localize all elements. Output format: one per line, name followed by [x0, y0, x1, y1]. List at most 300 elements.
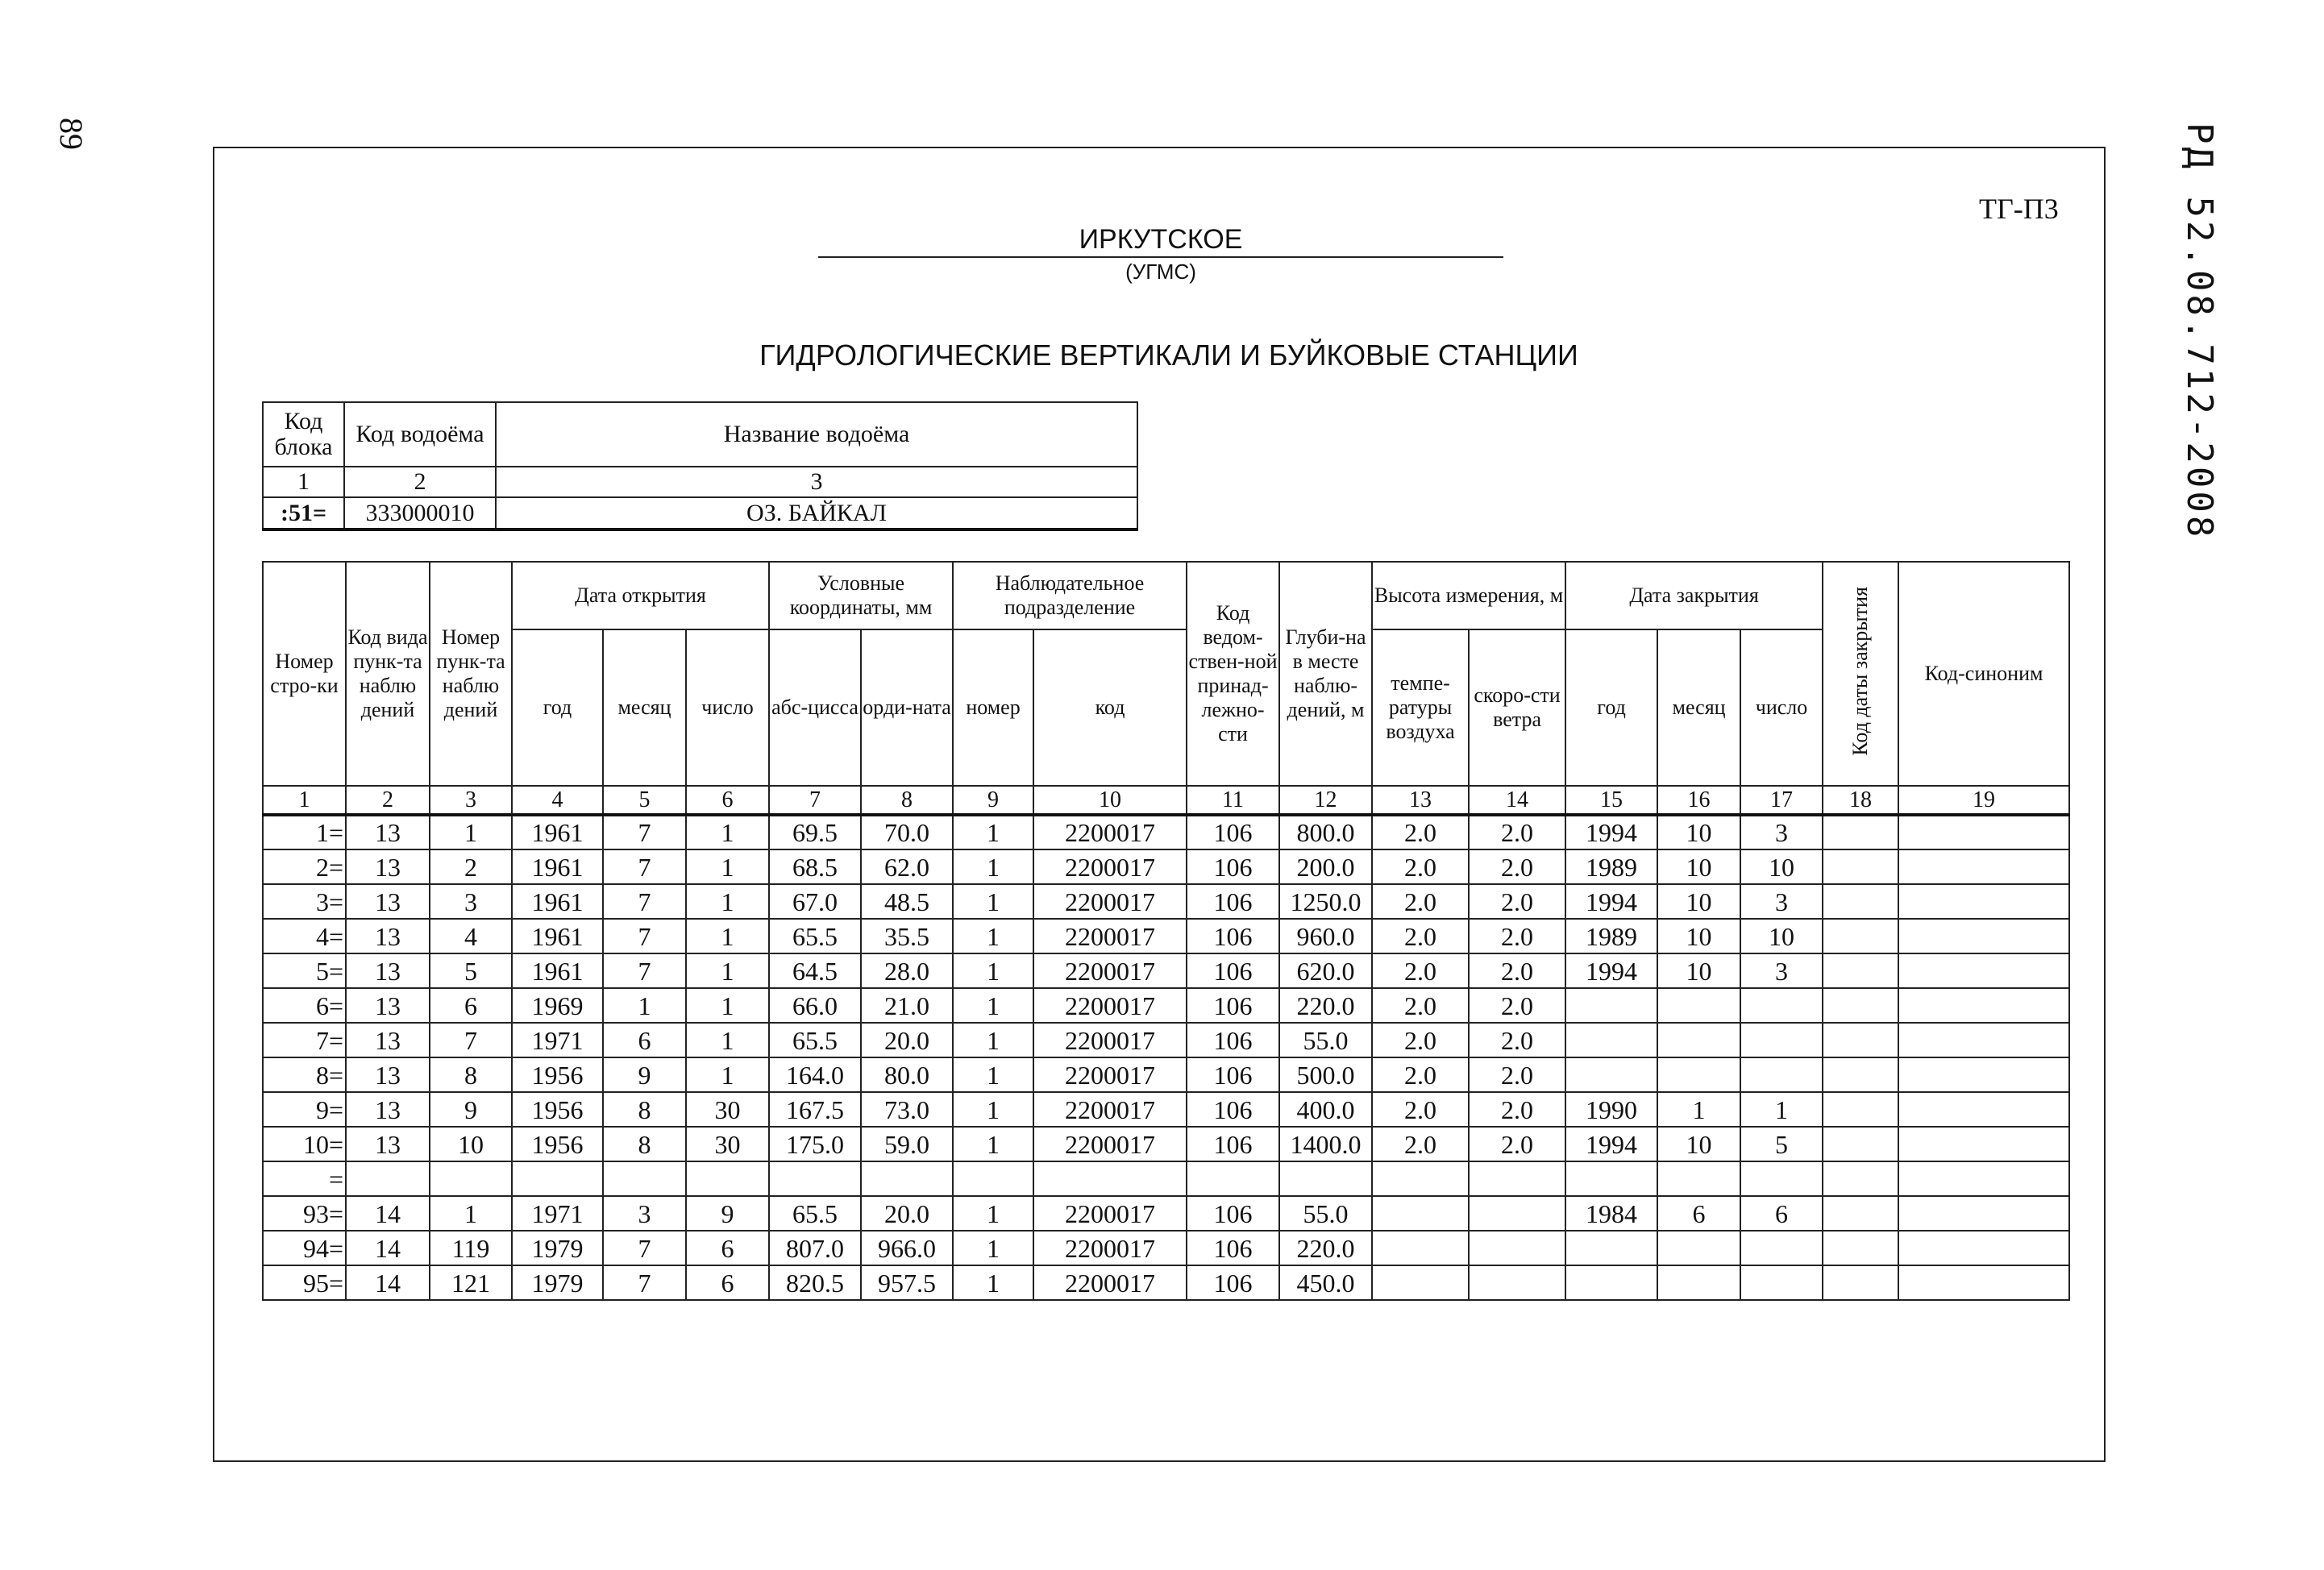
table-cell [1565, 1023, 1657, 1057]
table-cell: 106 [1187, 988, 1279, 1023]
table-cell: 1 [430, 815, 512, 849]
org-underline [818, 256, 1503, 258]
header-coordinates: Условные координаты, мм [769, 562, 953, 629]
header-point-type: Код вида пунк-та наблю дений [346, 562, 430, 786]
table-cell: 1 [430, 1196, 512, 1231]
col-number: 10 [1033, 786, 1187, 815]
table-row [263, 1023, 2069, 1057]
table-cell: 65.5 [769, 919, 861, 953]
table-cell: 94= [263, 1231, 346, 1265]
table-cell: 164.0 [769, 1057, 861, 1092]
table-cell: 2.0 [1469, 1092, 1565, 1127]
table-cell [1823, 1265, 1898, 1300]
table-row [263, 953, 2069, 988]
table-cell: 13 [346, 1092, 430, 1127]
table-cell: 5 [430, 953, 512, 988]
header-abscissa: абс-цисса [769, 629, 861, 786]
table-cell: 28.0 [861, 953, 953, 988]
table-cell: 13 [346, 1057, 430, 1092]
table-cell: 7 [430, 1023, 512, 1057]
table-cell: 4 [430, 919, 512, 953]
col-number: 14 [1469, 786, 1565, 815]
table-cell: 2200017 [1033, 1092, 1187, 1127]
table-cell: 55.0 [1279, 1023, 1372, 1057]
table-cell: 1979 [512, 1265, 603, 1300]
table-cell: 6 [430, 988, 512, 1023]
table-cell: 1 [953, 1057, 1033, 1092]
table-row [263, 884, 2069, 919]
table-cell: 1 [953, 815, 1033, 849]
table-cell: 59.0 [861, 1127, 953, 1161]
table-cell: 1 [686, 849, 769, 884]
table-cell [1565, 988, 1657, 1023]
table-cell [953, 1161, 1033, 1196]
table-cell: 220.0 [1279, 1231, 1372, 1265]
table-cell [1898, 953, 2069, 988]
table-cell: 8 [603, 1127, 686, 1161]
table-cell [1898, 1057, 2069, 1092]
table-cell: 121 [430, 1265, 512, 1300]
table-cell: 64.5 [769, 953, 861, 988]
table-cell: 30 [686, 1127, 769, 1161]
header-close-year: год [1565, 629, 1657, 786]
table-cell: 70.0 [861, 815, 953, 849]
table-cell [1565, 1057, 1657, 1092]
table-cell: 2200017 [1033, 849, 1187, 884]
document-code: РД 52.08.712-2008 [2179, 123, 2220, 541]
table-cell [1823, 815, 1898, 849]
header-row-number: Номер стро-ки [263, 562, 346, 786]
table-cell [1469, 1231, 1565, 1265]
table-cell: 2= [263, 849, 346, 884]
table-row [263, 1196, 2069, 1231]
table-cell: 2.0 [1469, 1127, 1565, 1161]
table-cell: 93= [263, 1196, 346, 1231]
table-cell: 1961 [512, 884, 603, 919]
table-cell: 10 [1657, 1127, 1740, 1161]
header-ordinate: орди-ната [861, 629, 953, 786]
header-observation-unit: Наблюдательное подразделение [953, 562, 1187, 629]
table-cell: 1961 [512, 953, 603, 988]
table-cell: 13 [346, 815, 430, 849]
table-cell [1898, 1092, 2069, 1127]
org-type: (УГМС) [1125, 260, 1196, 284]
table-cell [1898, 815, 2069, 849]
table-cell [1898, 988, 2069, 1023]
table-cell: 7 [603, 815, 686, 849]
table-cell: 2.0 [1469, 953, 1565, 988]
table-cell [1372, 1231, 1469, 1265]
table-cell: 68.5 [769, 849, 861, 884]
table-cell: 807.0 [769, 1231, 861, 1265]
table-cell: 1 [953, 919, 1033, 953]
table-cell: 3 [430, 884, 512, 919]
table-cell: 1 [953, 849, 1033, 884]
table-cell [1898, 1127, 2069, 1161]
table-cell: 119 [430, 1231, 512, 1265]
table-cell: 106 [1187, 1196, 1279, 1231]
water-body-code-value: 333000010 [344, 497, 496, 530]
table-cell [1657, 1265, 1740, 1300]
table-cell: 1 [953, 1196, 1033, 1231]
table-cell: 65.5 [769, 1023, 861, 1057]
table-cell: 7 [603, 1231, 686, 1265]
table-cell: 2200017 [1033, 1231, 1187, 1265]
table-cell [1823, 988, 1898, 1023]
table-cell: 400.0 [1279, 1092, 1372, 1127]
table-cell: 13 [346, 919, 430, 953]
table-cell: 7 [603, 953, 686, 988]
table-cell: 1971 [512, 1023, 603, 1057]
table-cell: 6 [686, 1231, 769, 1265]
table-cell: 2.0 [1469, 815, 1565, 849]
table-cell [1823, 953, 1898, 988]
table-cell: 2.0 [1372, 1057, 1469, 1092]
table-cell: 2.0 [1372, 1092, 1469, 1127]
table-cell [1898, 1231, 2069, 1265]
table-cell: 966.0 [861, 1231, 953, 1265]
table-cell: 106 [1187, 884, 1279, 919]
table-cell: 106 [1187, 1057, 1279, 1092]
col-number: 8 [861, 786, 953, 815]
table-cell: 1 [686, 815, 769, 849]
table-cell: 6 [686, 1265, 769, 1300]
table-cell: 1 [953, 953, 1033, 988]
header-water-body-code: Код водоёма [344, 402, 496, 467]
table-cell: 1 [953, 988, 1033, 1023]
table-cell: 13 [346, 849, 430, 884]
table-cell: 500.0 [1279, 1057, 1372, 1092]
header-block-code: Код блока [263, 402, 344, 467]
table-cell: 1 [686, 1023, 769, 1057]
table-cell: 2.0 [1469, 849, 1565, 884]
table-cell: 1994 [1565, 815, 1657, 849]
header-open-date: Дата открытия [512, 562, 769, 629]
header-synonym-code: Код-синоним [1898, 562, 2069, 786]
table-cell: 175.0 [769, 1127, 861, 1161]
table-cell [1740, 1023, 1823, 1057]
table-cell: 1 [686, 988, 769, 1023]
table-cell: 2.0 [1372, 919, 1469, 953]
table-cell: 20.0 [861, 1196, 953, 1231]
table-cell: 2200017 [1033, 1057, 1187, 1092]
table-cell: 1 [953, 1265, 1033, 1300]
table-cell: 8 [603, 1092, 686, 1127]
table-cell [1469, 1161, 1565, 1196]
table-cell [1823, 919, 1898, 953]
table-cell: 1984 [1565, 1196, 1657, 1231]
table-cell: 1 [953, 1092, 1033, 1127]
col-number: 6 [686, 786, 769, 815]
table-cell: 66.0 [769, 988, 861, 1023]
table-cell: 1956 [512, 1127, 603, 1161]
table-cell: 2.0 [1372, 884, 1469, 919]
table-cell [1740, 1265, 1823, 1300]
table-cell [1898, 919, 2069, 953]
table-cell: 10 [1740, 849, 1823, 884]
table-cell: 820.5 [769, 1265, 861, 1300]
table-cell: 2.0 [1372, 988, 1469, 1023]
table-cell: 2.0 [1372, 953, 1469, 988]
table-cell: 3 [1740, 953, 1823, 988]
table-cell: 2200017 [1033, 1265, 1187, 1300]
header-open-year: год [512, 629, 603, 786]
table-cell: 9= [263, 1092, 346, 1127]
table-row [263, 849, 2069, 884]
col-number: 1 [263, 786, 346, 815]
table-cell [1823, 884, 1898, 919]
table-row [263, 988, 2069, 1023]
table-cell: 1 [686, 1057, 769, 1092]
col-number: 1 [263, 467, 344, 497]
table-cell: 106 [1187, 1265, 1279, 1300]
header-open-day: число [686, 629, 769, 786]
table-cell: 1 [603, 988, 686, 1023]
table-cell: 48.5 [861, 884, 953, 919]
table-cell: 106 [1187, 815, 1279, 849]
col-number: 9 [953, 786, 1033, 815]
table-cell: 9 [430, 1092, 512, 1127]
header-wind-speed: скоро-сти ветра [1469, 629, 1565, 786]
table-cell [346, 1161, 430, 1196]
table-cell: 2.0 [1469, 1023, 1565, 1057]
table-cell: 220.0 [1279, 988, 1372, 1023]
page-number: 89 [53, 118, 89, 150]
table-cell [1469, 1265, 1565, 1300]
table-row [263, 919, 2069, 953]
table-cell [1740, 1057, 1823, 1092]
table-row [263, 1092, 2069, 1127]
table-cell: 2200017 [1033, 1023, 1187, 1057]
table-cell [1898, 1161, 2069, 1196]
table-cell: 106 [1187, 1023, 1279, 1057]
table-cell [1372, 1196, 1469, 1231]
table-cell: 1400.0 [1279, 1127, 1372, 1161]
table-cell: 95= [263, 1265, 346, 1300]
header-unit-code: код [1033, 629, 1187, 786]
table-cell: 2.0 [1372, 849, 1469, 884]
table-cell: 20.0 [861, 1023, 953, 1057]
table-cell: 55.0 [1279, 1196, 1372, 1231]
table-cell: 1 [686, 953, 769, 988]
table-cell: 13 [346, 1127, 430, 1161]
table-cell: 1989 [1565, 849, 1657, 884]
table-cell [512, 1161, 603, 1196]
col-number: 3 [496, 467, 1137, 497]
table-cell: 21.0 [861, 988, 953, 1023]
table-cell [1823, 1127, 1898, 1161]
table-cell [1565, 1161, 1657, 1196]
table-cell: 450.0 [1279, 1265, 1372, 1300]
table-cell: 2200017 [1033, 1127, 1187, 1161]
col-number: 2 [344, 467, 496, 497]
table-cell [1823, 1231, 1898, 1265]
col-number: 19 [1898, 786, 2069, 815]
table-cell: 1961 [512, 849, 603, 884]
table-cell [1565, 1231, 1657, 1265]
table-cell [861, 1161, 953, 1196]
table-cell: 7= [263, 1023, 346, 1057]
table-cell: 1 [1657, 1092, 1740, 1127]
table-cell: 1961 [512, 919, 603, 953]
col-number: 13 [1372, 786, 1469, 815]
table-cell: 1971 [512, 1196, 603, 1231]
table-cell [1898, 1196, 2069, 1231]
table-cell: 14 [346, 1265, 430, 1300]
col-number: 2 [346, 786, 430, 815]
table-row [263, 815, 2069, 849]
table-cell: 14 [346, 1231, 430, 1265]
table-cell: 106 [1187, 953, 1279, 988]
table-cell: 1 [953, 1023, 1033, 1057]
table-cell: 6 [1657, 1196, 1740, 1231]
col-number: 4 [512, 786, 603, 815]
table-cell [1565, 1265, 1657, 1300]
header-unit-number: номер [953, 629, 1033, 786]
table-row [263, 1057, 2069, 1092]
header-air-temperature: темпе-ратуры воздуха [1372, 629, 1469, 786]
table-cell: 6 [603, 1023, 686, 1057]
table-cell [1657, 1057, 1740, 1092]
table-cell [1033, 1161, 1187, 1196]
table-cell: 1 [953, 1127, 1033, 1161]
table-cell: 2200017 [1033, 884, 1187, 919]
table-cell: 13 [346, 1023, 430, 1057]
table-cell: 14 [346, 1196, 430, 1231]
table-cell: 106 [1187, 1127, 1279, 1161]
table-cell [1823, 1092, 1898, 1127]
table-cell: 1 [953, 1231, 1033, 1265]
header-water-body-name: Название водоёма [496, 402, 1137, 467]
table-cell [1823, 1057, 1898, 1092]
table-cell: 1994 [1565, 953, 1657, 988]
table-cell: 2.0 [1372, 1127, 1469, 1161]
water-body-name-value: ОЗ. БАЙКАЛ [496, 497, 1137, 530]
table-cell: 73.0 [861, 1092, 953, 1127]
table-cell: 1979 [512, 1231, 603, 1265]
table-cell: 10 [1657, 953, 1740, 988]
table-cell: 1994 [1565, 884, 1657, 919]
table-cell: 7 [603, 919, 686, 953]
table-cell: 1956 [512, 1057, 603, 1092]
table-cell [1740, 988, 1823, 1023]
table-cell [1898, 1265, 2069, 1300]
header-open-month: месяц [603, 629, 686, 786]
table-cell: 10 [1657, 849, 1740, 884]
table-cell [1898, 1023, 2069, 1057]
col-number: 18 [1823, 786, 1898, 815]
table-cell: 5= [263, 953, 346, 988]
table-cell: 957.5 [861, 1265, 953, 1300]
table-cell: 106 [1187, 849, 1279, 884]
table-cell: 1969 [512, 988, 603, 1023]
col-number: 17 [1740, 786, 1823, 815]
table-cell: 3 [1740, 884, 1823, 919]
col-number: 15 [1565, 786, 1657, 815]
table-row [263, 1265, 2069, 1300]
table-cell: 800.0 [1279, 815, 1372, 849]
table-cell: 2200017 [1033, 815, 1187, 849]
table-cell: 106 [1187, 1231, 1279, 1265]
table-cell: 2.0 [1469, 988, 1565, 1023]
header-close-day: число [1740, 629, 1823, 786]
table-cell: 200.0 [1279, 849, 1372, 884]
table-cell [686, 1161, 769, 1196]
table-cell: 69.5 [769, 815, 861, 849]
table-cell [1823, 1161, 1898, 1196]
table-cell: 10 [430, 1127, 512, 1161]
org-name: ИРКУТСКОЕ [1079, 224, 1243, 255]
table-cell [1279, 1161, 1372, 1196]
table-cell: 10= [263, 1127, 346, 1161]
table-cell: 2 [430, 849, 512, 884]
table-cell: 3= [263, 884, 346, 919]
table-cell: = [263, 1161, 346, 1196]
table-cell: 2.0 [1469, 1057, 1565, 1092]
table-cell [1898, 884, 2069, 919]
table-cell [1823, 1196, 1898, 1231]
table-cell: 2.0 [1469, 919, 1565, 953]
header-depth: Глуби-на в месте наблю-дений, м [1279, 562, 1372, 786]
table-cell: 9 [603, 1057, 686, 1092]
header-department-code: Код ведом-ствен-ной принад-лежно-сти [1187, 562, 1279, 786]
table-cell: 67.0 [769, 884, 861, 919]
block-code-value: :51= [263, 497, 344, 530]
table-cell [1823, 1023, 1898, 1057]
table-cell: 106 [1187, 1092, 1279, 1127]
table-cell: 1989 [1565, 919, 1657, 953]
table-cell: 1 [686, 884, 769, 919]
table-cell: 2200017 [1033, 1196, 1187, 1231]
table-cell: 620.0 [1279, 953, 1372, 988]
col-number: 7 [769, 786, 861, 815]
table-cell: 1 [953, 884, 1033, 919]
table-cell: 10 [1657, 884, 1740, 919]
table-cell: 6 [1740, 1196, 1823, 1231]
table-cell: 30 [686, 1092, 769, 1127]
table-cell: 1 [686, 919, 769, 953]
table-cell: 2.0 [1372, 815, 1469, 849]
table-cell: 106 [1187, 919, 1279, 953]
table-cell [1657, 1161, 1740, 1196]
table-cell [1823, 849, 1898, 884]
table-row [263, 1231, 2069, 1265]
table-cell: 1 [1740, 1092, 1823, 1127]
table-cell: 7 [603, 849, 686, 884]
form-code: ТГ-П3 [1979, 193, 2059, 225]
page-title: ГИДРОЛОГИЧЕСКИЕ ВЕРТИКАЛИ И БУЙКОВЫЕ СТАНЦИИ [759, 339, 1578, 372]
col-number: 5 [603, 786, 686, 815]
table-cell: 13 [346, 953, 430, 988]
table-cell: 2200017 [1033, 919, 1187, 953]
table-cell: 960.0 [1279, 919, 1372, 953]
header-close-date: Дата закрытия [1565, 562, 1823, 629]
table-row [263, 1161, 2069, 1196]
table-cell: 3 [603, 1196, 686, 1231]
table-cell: 10 [1740, 919, 1823, 953]
table-cell: 1961 [512, 815, 603, 849]
table-cell: 13 [346, 988, 430, 1023]
table-cell: 80.0 [861, 1057, 953, 1092]
table-cell: 1= [263, 815, 346, 849]
table-cell: 2200017 [1033, 953, 1187, 988]
table-cell: 1990 [1565, 1092, 1657, 1127]
table-cell: 167.5 [769, 1092, 861, 1127]
table-cell: 1994 [1565, 1127, 1657, 1161]
header-point-number: Номер пунк-та наблю дений [430, 562, 512, 786]
table-cell: 1250.0 [1279, 884, 1372, 919]
col-number: 3 [430, 786, 512, 815]
